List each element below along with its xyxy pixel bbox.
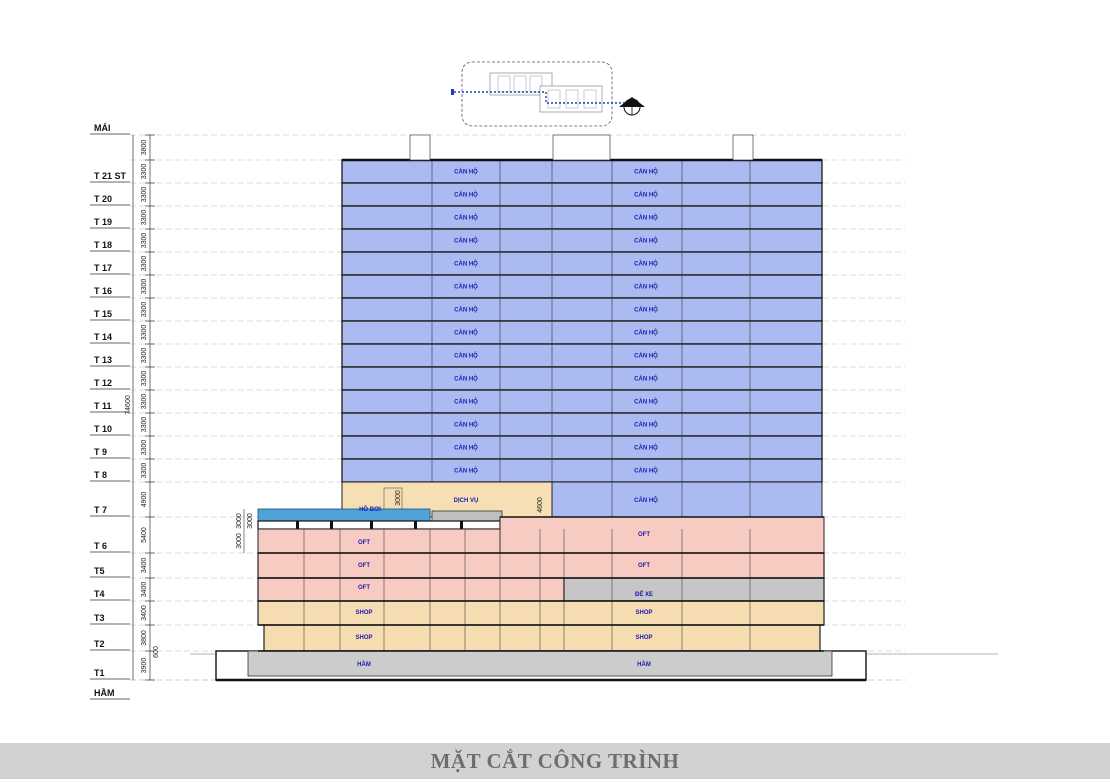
apartment-label: CĂN HỘ [634, 399, 658, 406]
shop-zone-t2 [258, 601, 824, 625]
floor-label: T 19 [94, 217, 113, 227]
section-marker-icon [619, 97, 645, 115]
shop-label: SHOP [355, 610, 373, 616]
service-label: DỊCH VỤ [453, 498, 479, 504]
apartment-label: CĂN HỘ [454, 376, 478, 383]
floor-label: T 18 [94, 240, 113, 250]
floor-label: T 16 [94, 286, 113, 296]
apartment-label: CĂN HỘ [634, 261, 658, 268]
floor-dimension-text: 3300 [141, 255, 148, 272]
pool-slab [258, 521, 500, 529]
floor-dimension-text: 3800 [141, 139, 148, 156]
floor-dimension-text: 3900 [141, 657, 148, 674]
apartment-label: CĂN HỘ [454, 238, 478, 245]
pool-label: HỒ BƠI [359, 507, 381, 513]
apartment-label: CĂN HỘ [454, 307, 478, 314]
apartment-label: CĂN HỘ [634, 284, 658, 291]
office-label: OFT [358, 585, 370, 591]
apartment-label: CĂN HỘ [634, 376, 658, 383]
floor-label: T5 [94, 566, 105, 576]
roof-structures [410, 135, 753, 160]
key-plan [451, 62, 626, 126]
apartment-label: CĂN HỘ [634, 468, 658, 475]
basement-zone [248, 651, 832, 676]
floor-label: T1 [94, 668, 105, 678]
office-label: OFT [638, 532, 650, 538]
pool-slab-beam [460, 521, 463, 529]
basement-label: HẦM [637, 662, 651, 668]
parking-label: ĐỂ XE [634, 592, 654, 598]
floor-dimension-text: 3300 [141, 163, 148, 180]
apartment-label: CĂN HỘ [634, 353, 658, 360]
floor-dimension-text: 3300 [141, 232, 148, 249]
apartment-label: CĂN HỘ [634, 330, 658, 337]
apartment-label: CĂN HỘ [454, 169, 478, 176]
floor-label: T2 [94, 639, 105, 649]
floor-dimension-text: 3300 [141, 462, 148, 479]
apartment-label: CĂN HỘ [634, 307, 658, 314]
office-label: OFT [638, 563, 650, 569]
floor-dimension-text: 3300 [141, 393, 148, 410]
floor-label: T 12 [94, 378, 113, 388]
drawing-title: MẶT CẮT CÔNG TRÌNH [430, 748, 680, 773]
pool-slab-beam [370, 521, 373, 529]
floor-label: T3 [94, 613, 105, 623]
floor-dimension-text: 3300 [141, 186, 148, 203]
floor-dimension-text: 3300 [141, 439, 148, 456]
floor-dimension-text: 3400 [141, 557, 148, 574]
service-depth-text: 4600 [537, 497, 544, 513]
apartment-label: CĂN HỘ [454, 261, 478, 268]
apartment-label: CĂN HỘ [454, 284, 478, 291]
floor-label: T 20 [94, 194, 113, 204]
office-zone-t5-right [500, 517, 824, 553]
floor-dimension-text: 3300 [141, 209, 148, 226]
floor-dimension-text: 3800 [141, 630, 148, 646]
shop-zone-t1 [264, 625, 820, 651]
floor-dimension-text: 3300 [141, 347, 148, 364]
pool-edge [432, 511, 502, 521]
office-zone-t4 [258, 553, 824, 578]
basement-label: HẦM [357, 662, 371, 668]
floor-dimension-text: 3300 [141, 370, 148, 387]
floor-label: T4 [94, 589, 105, 599]
apartment-zone-t6 [552, 482, 822, 517]
floor-label: T 21 ST [94, 171, 127, 181]
office-label: OFT [358, 563, 370, 569]
pool-slab-beam [414, 521, 417, 529]
floor-dimension-text: 3400 [141, 581, 148, 598]
apartment-label: CĂN HỘ [454, 422, 478, 429]
apartment-label: CĂN HỘ [634, 215, 658, 222]
floor-label: T 6 [94, 541, 108, 551]
apartment-label: CĂN HỘ [634, 498, 658, 504]
parking-zone-t3 [564, 578, 824, 601]
floor-label: MÁI [94, 123, 111, 133]
pool-water [258, 509, 430, 521]
service-dimension-text: 3000 [395, 490, 402, 506]
apartment-label: CĂN HỘ [634, 238, 658, 245]
pool-wall-text: 3000 [247, 513, 254, 529]
shop-label: SHOP [635, 635, 653, 641]
apartment-label: CĂN HỘ [634, 192, 658, 199]
apartment-label: CĂN HỘ [454, 445, 478, 452]
floor-label: T 11 [94, 401, 112, 411]
apartment-label: CĂN HỘ [454, 330, 478, 337]
floor-dimension-text: 3300 [141, 416, 148, 433]
floor-label: T 7 [94, 505, 108, 515]
apartment-label: CĂN HỘ [454, 192, 478, 199]
floor-dimension-text: 5400 [141, 527, 148, 543]
pool-slab-beam [330, 521, 333, 529]
floor-label: T 17 [94, 263, 113, 273]
floor-dimension-text: 3400 [141, 605, 148, 621]
apartment-label: CĂN HỘ [454, 215, 478, 222]
pool-wall-text: 3000 [236, 513, 243, 529]
floor-dimension-text: 3300 [141, 278, 148, 295]
pool-drop-text: 3000 [236, 533, 243, 549]
office-label: OFT [358, 540, 370, 546]
floor-label: T 13 [94, 355, 113, 365]
apartment-tower [342, 160, 822, 517]
shop-label: SHOP [355, 635, 373, 641]
office-zone-t5-left [258, 529, 500, 553]
apartment-label: CĂN HỘ [454, 353, 478, 360]
apartment-label: CĂN HỘ [454, 399, 478, 406]
floor-label: T 8 [94, 470, 108, 480]
footer-bar [0, 743, 1110, 779]
floor-label: T 15 [94, 309, 113, 319]
floor-dimension-text: 4900 [141, 491, 148, 508]
podium [190, 509, 998, 680]
floor-label: T 9 [94, 447, 108, 457]
floor-dimension-text: 3300 [141, 301, 148, 318]
floor-dimension-text: 3300 [141, 324, 148, 341]
apartment-label: CĂN HỘ [634, 445, 658, 452]
floor-label: T 10 [94, 424, 113, 434]
apartment-label: CĂN HỘ [454, 468, 478, 475]
floor-label: T 14 [94, 332, 113, 342]
floor-label: HẦM [94, 688, 115, 698]
apartment-label: CĂN HỘ [634, 169, 658, 176]
total-height-text: 74600 [125, 395, 132, 415]
ground-offset-text: 600 [153, 646, 160, 658]
pool-slab-beam [296, 521, 299, 529]
shop-label: SHOP [635, 610, 653, 616]
apartment-label: CĂN HỘ [634, 422, 658, 429]
